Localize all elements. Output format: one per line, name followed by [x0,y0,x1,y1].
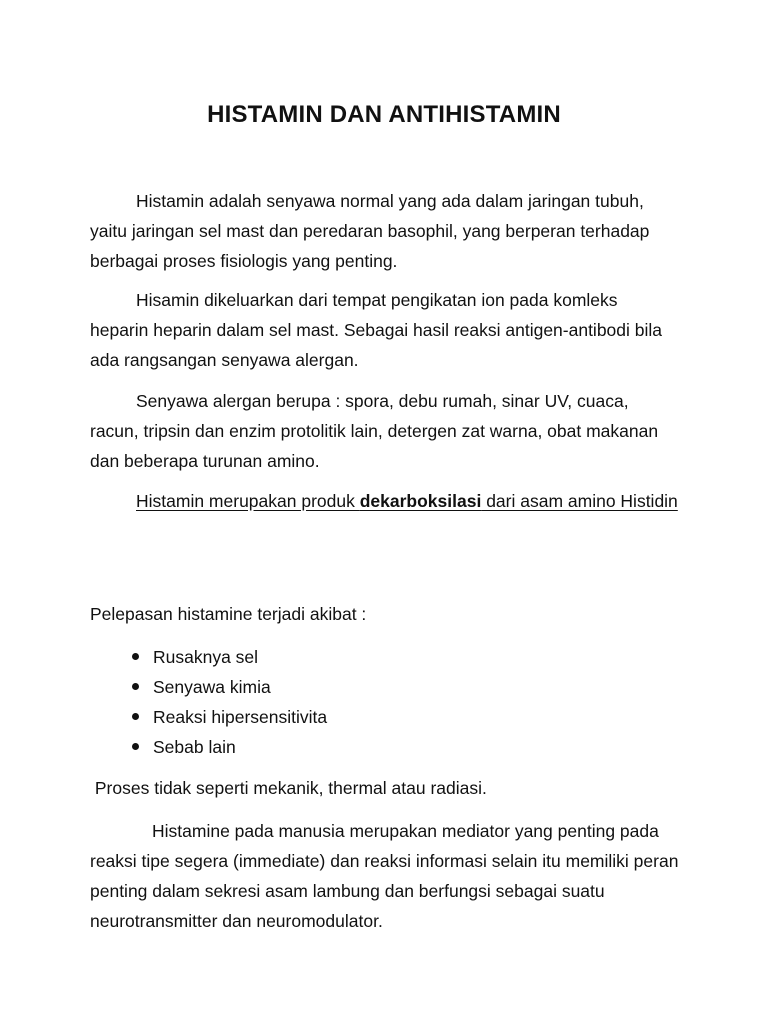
list-item-label: Senyawa kimia [153,677,271,697]
release-causes-heading: Pelepasan histamine terjadi akibat : [90,604,367,624]
list-item [130,732,327,762]
paragraph-histamine-definition: Histamin adalah senyawa normal yang ada dalam jaringan tubuh, yaitu jaringan sel mast dan peredaran basophil, yang berperan terhadap berbagai proses fisiologis yang penting. [90,191,650,271]
list-item-label: Reaksi hipersensitivita [153,707,328,727]
bullet-icon [132,683,139,690]
list-item [130,702,327,732]
decarboxylation-text-start: Histamin merupakan produk [136,491,360,511]
bullet-icon [132,713,139,720]
paragraph-non-mechanical-note: Proses tidak seperti mekanik, thermal atau radiasi. [90,778,487,798]
list-item [130,642,327,672]
paragraph-histamine-release: Hisamin dikeluarkan dari tempat pengikatan ion pada komleks heparin heparin dalam sel mast. Sebagai hasil reaksi antigen-antibodi bila ada rangsangan senyawa alergan. [90,290,663,370]
page-title: HISTAMIN DAN ANTIHISTAMIN [207,101,561,128]
decarboxylation-bold-term: dekarboksilasi [359,491,482,511]
list-item-label: Sebab lain [153,737,236,757]
paragraph-allergen-list: Senyawa alergan berupa : spora, debu rumah, sinar UV, cuaca, racun, tripsin dan enzim protolitik lain, detergen zat warna, obat makanan dan beberapa turunan amino. [90,391,659,471]
paragraph-histamine-human-role: Histamine pada manusia merupakan mediator yang penting pada reaksi tipe segera (immediate) dan reaksi informasi selain itu memiliki peran penting dalam sekresi asam lambung dan berfungsi sebagai suatu neurotransmitter dan neuromodulator. [90,821,679,931]
list-item-label: Rusaknya sel [153,647,259,667]
list-item [130,672,327,702]
decarboxylation-text-end: dari asam amino Histidin [481,491,678,511]
paragraph-decarboxylation [90,486,680,516]
bullet-icon [132,743,139,750]
release-causes-list [130,642,327,762]
bullet-icon [132,653,139,660]
